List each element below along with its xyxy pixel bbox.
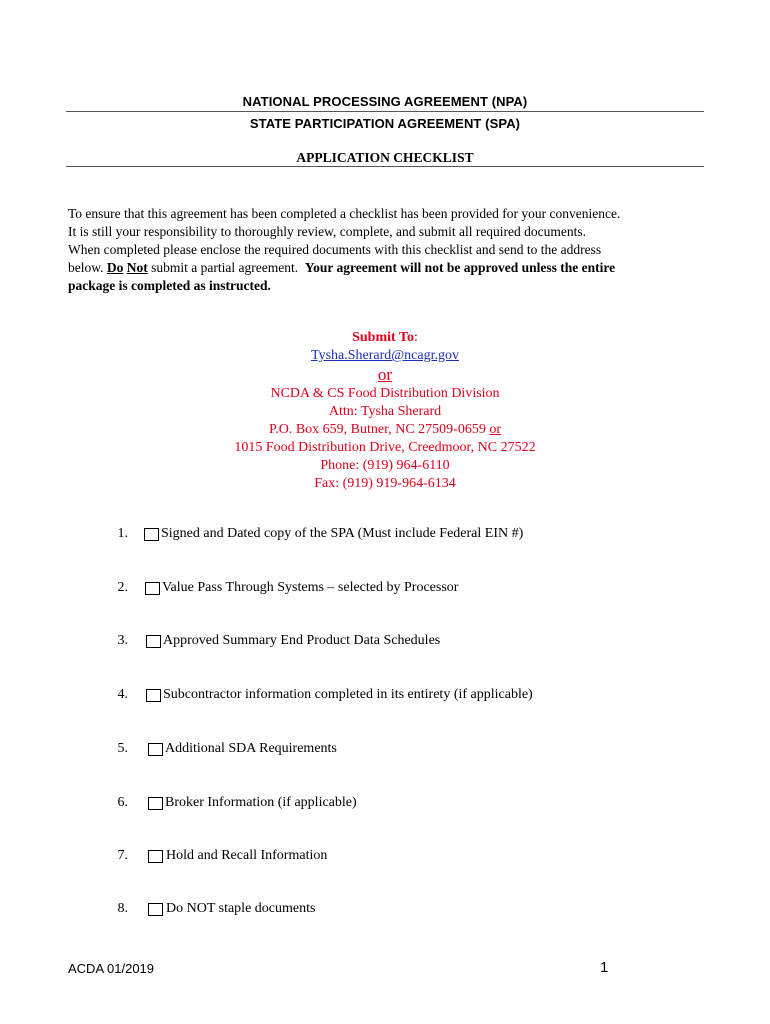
footer-form-code: ACDA 01/2019 bbox=[68, 961, 155, 976]
email-link[interactable]: Tysha.Sherard@ncagr.gov bbox=[311, 348, 459, 363]
title-rule-bottom bbox=[66, 166, 704, 167]
submit-label-line bbox=[0, 329, 770, 347]
intro-line bbox=[68, 259, 708, 277]
item-text: Value Pass Through Systems – selected by Processor bbox=[162, 580, 459, 595]
pobox-address: P.O. Box 659, Butner, NC 27509-0659 bbox=[268, 422, 486, 437]
item-text: Hold and Recall Information bbox=[166, 848, 328, 863]
street-address: 1015 Food Distribution Drive, Creedmoor, NC 27522 bbox=[234, 440, 536, 455]
checkbox[interactable] bbox=[146, 689, 161, 702]
item-number: 7. bbox=[117, 848, 128, 863]
intro-not: Not bbox=[126, 260, 148, 275]
checkbox[interactable] bbox=[145, 582, 160, 595]
fax-line: Fax: (919) 919-964-6134 bbox=[314, 476, 456, 491]
checkbox[interactable] bbox=[148, 743, 163, 756]
page-number: 1 bbox=[600, 959, 609, 976]
item-number: 1. bbox=[117, 526, 128, 541]
title-rule-top bbox=[66, 111, 704, 112]
item-text: Signed and Dated copy of the SPA (Must include Federal EIN #) bbox=[161, 526, 524, 541]
item-number: 4. bbox=[117, 687, 128, 702]
item-text: Additional SDA Requirements bbox=[165, 741, 337, 756]
item-text: Broker Information (if applicable) bbox=[165, 795, 357, 810]
or-separator: or bbox=[377, 365, 393, 384]
intro-line: When completed please enclose the required documents with this checklist and send to the address bbox=[68, 242, 602, 257]
phone-line: Phone: (919) 964-6110 bbox=[320, 458, 450, 473]
item-text: Do NOT staple documents bbox=[166, 901, 316, 916]
item-number: 5. bbox=[117, 741, 128, 756]
attn-line: Attn: Tysha Sherard bbox=[328, 404, 442, 419]
checkbox[interactable] bbox=[146, 635, 161, 648]
intro-warning: Your agreement will not be approved unless the entire bbox=[304, 260, 616, 275]
checklist-title: APPLICATION CHECKLIST bbox=[296, 150, 474, 165]
item-number: 8. bbox=[117, 901, 128, 916]
intro-line: To ensure that this agreement has been completed a checklist has been provided for your convenience. bbox=[68, 206, 621, 221]
intro-paragraph bbox=[68, 205, 708, 295]
title-npa: NATIONAL PROCESSING AGREEMENT (NPA) bbox=[242, 94, 528, 109]
item-text: Subcontractor information completed in its entirety (if applicable) bbox=[163, 687, 533, 702]
checkbox[interactable] bbox=[148, 797, 163, 810]
intro-partial: submit a partial agreement. bbox=[151, 260, 299, 275]
title-spa: STATE PARTICIPATION AGREEMENT (SPA) bbox=[249, 116, 521, 131]
item-number: 6. bbox=[117, 795, 128, 810]
item-number: 2. bbox=[117, 580, 128, 595]
intro-do: Do bbox=[106, 260, 124, 275]
pobox-or: or bbox=[489, 422, 501, 437]
submit-label: Submit To bbox=[352, 330, 414, 345]
submit-colon: : bbox=[413, 330, 418, 345]
checkbox[interactable] bbox=[148, 850, 163, 863]
pobox-line bbox=[0, 421, 770, 439]
org-name: NCDA & CS Food Distribution Division bbox=[270, 386, 500, 401]
submit-block bbox=[0, 329, 770, 493]
intro-warning-end: package is completed as instructed. bbox=[68, 278, 271, 293]
checkbox[interactable] bbox=[144, 528, 159, 541]
checkbox[interactable] bbox=[148, 903, 163, 916]
item-text: Approved Summary End Product Data Schedules bbox=[163, 633, 441, 648]
item-number: 3. bbox=[117, 633, 128, 648]
intro-below: below. bbox=[68, 260, 104, 275]
intro-line: It is still your responsibility to thoroughly review, complete, and submit all required documents. bbox=[68, 224, 587, 239]
